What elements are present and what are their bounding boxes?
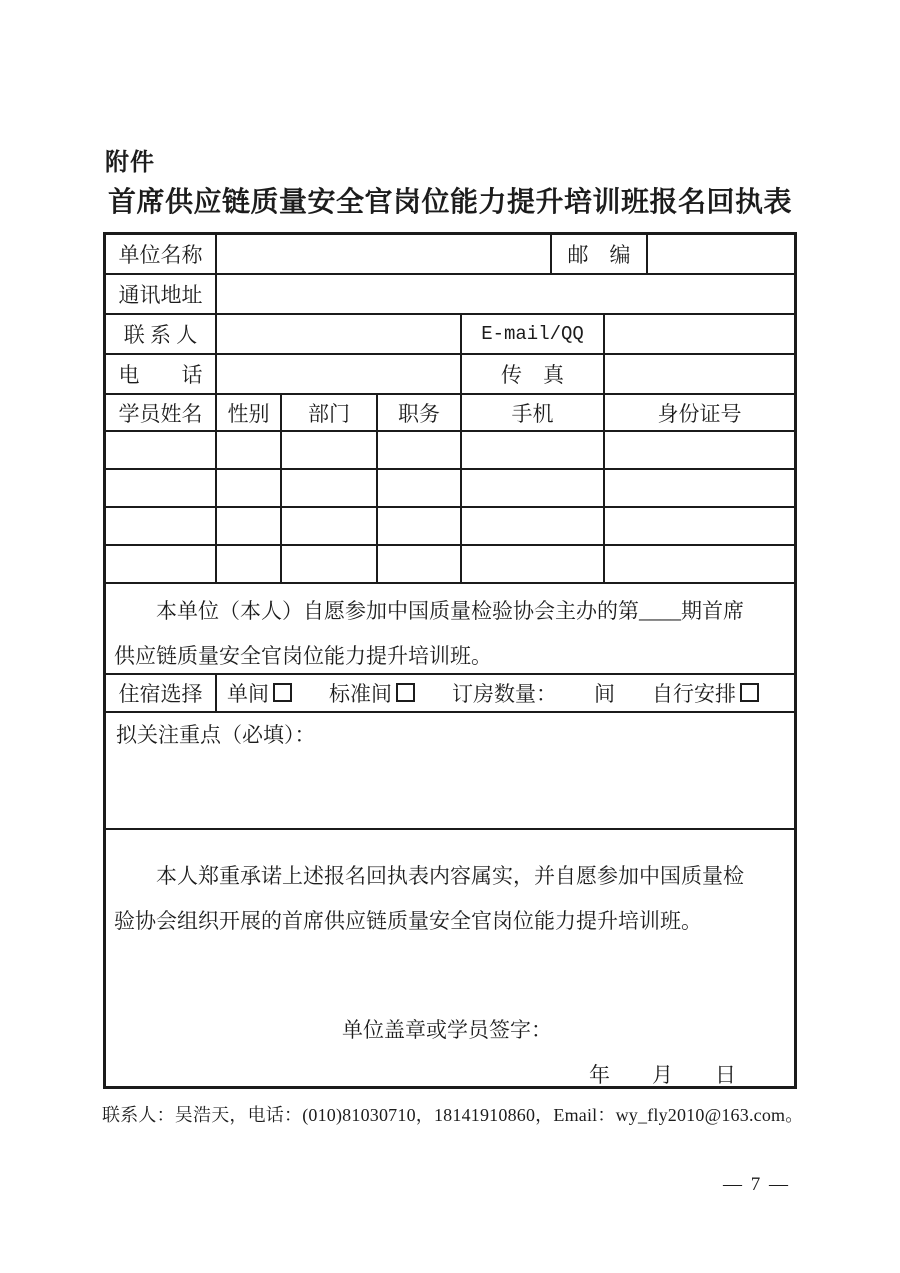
phone-label: 电 话 (106, 355, 217, 393)
student-cell[interactable] (605, 546, 794, 582)
student-cell[interactable] (282, 508, 378, 544)
row-focus (106, 713, 794, 830)
date-line: 年 月 日 (589, 1063, 736, 1087)
room-quantity-label: 订房数量： (452, 682, 557, 706)
student-cell[interactable] (106, 470, 217, 506)
student-table-header-row (106, 395, 794, 432)
pledge-signature-cell (106, 830, 794, 1091)
student-empty-row (106, 470, 794, 508)
page-number: — 7 — (723, 1174, 790, 1195)
student-empty-row (106, 432, 794, 470)
registration-form-table (103, 232, 797, 1089)
single-room-label: 单间 (227, 682, 269, 706)
attachment-label: 附件 (105, 150, 155, 176)
student-cell[interactable] (217, 508, 282, 544)
id-number-header: 身份证号 (657, 401, 742, 426)
participation-statement-line: 供应链质量安全官岗位能力提升培训班。 (114, 644, 492, 668)
row-phone (106, 355, 794, 395)
row-address (106, 275, 794, 315)
department-header: 部门 (282, 395, 378, 430)
student-empty-row (106, 546, 794, 584)
standard-room-checkbox[interactable] (396, 683, 415, 702)
address-label: 通讯地址 (106, 275, 217, 313)
email-qq-input-cell[interactable] (605, 315, 794, 353)
postal-code-label: 邮 编 (552, 235, 648, 273)
self-arrange-label: 自行安排 (652, 682, 736, 706)
student-empty-row (106, 508, 794, 546)
signature-label: 单位盖章或学员签字： (342, 1018, 552, 1042)
student-cell[interactable] (378, 432, 462, 468)
page-title: 首席供应链质量安全官岗位能力提升培训班报名回执表 (107, 187, 792, 218)
student-cell[interactable] (378, 470, 462, 506)
participation-statement-line: 本单位（本人）自愿参加中国质量检验协会主办的第____期首席 (156, 599, 744, 623)
room-quantity-unit-label: 间 (594, 682, 615, 706)
fax-label: 传 真 (462, 355, 605, 393)
mobile-header: 手机 (462, 395, 605, 430)
row-pledge-signature (106, 830, 794, 1091)
pledge-line: 验协会组织开展的首席供应链质量安全官岗位能力提升培训班。 (114, 909, 702, 933)
student-cell[interactable] (605, 470, 794, 506)
student-cell[interactable] (106, 432, 217, 468)
postal-code-input-cell[interactable] (648, 235, 794, 273)
row-contact-person (106, 315, 794, 355)
standard-room-label: 标准间 (329, 682, 392, 706)
contact-person-label: 联 系 人 (106, 315, 217, 353)
student-cell[interactable] (217, 432, 282, 468)
student-cell[interactable] (462, 508, 605, 544)
accommodation-options (217, 675, 794, 711)
student-cell[interactable] (462, 470, 605, 506)
student-cell[interactable] (462, 546, 605, 582)
pledge-line: 本人郑重承诺上述报名回执表内容属实，并自愿参加中国质量检 (156, 864, 744, 888)
single-room-option (227, 678, 292, 708)
row-unit-name (106, 235, 794, 275)
student-cell[interactable] (282, 432, 378, 468)
row-accommodation (106, 675, 794, 713)
student-name-header: 学员姓名 (106, 395, 217, 430)
student-cell[interactable] (282, 546, 378, 582)
phone-input-cell[interactable] (217, 355, 462, 393)
gender-header: 性别 (217, 395, 282, 430)
contact-person-input-cell[interactable] (217, 315, 462, 353)
student-cell[interactable] (106, 508, 217, 544)
fax-input-cell[interactable] (605, 355, 794, 393)
participation-statement (106, 584, 794, 675)
focus-label: 拟关注重点（必填）： (116, 723, 316, 747)
student-cell[interactable] (605, 432, 794, 468)
unit-name-label: 单位名称 (106, 235, 217, 273)
focus-notes-cell[interactable] (106, 713, 794, 828)
student-cell[interactable] (106, 546, 217, 582)
self-arrange-checkbox[interactable] (740, 683, 759, 702)
student-cell[interactable] (378, 546, 462, 582)
student-cell[interactable] (282, 470, 378, 506)
student-cell[interactable] (378, 508, 462, 544)
self-arrange-option (652, 678, 759, 708)
student-cell[interactable] (217, 470, 282, 506)
accommodation-label: 住宿选择 (106, 675, 217, 711)
position-header: 职务 (378, 395, 462, 430)
student-cell[interactable] (217, 546, 282, 582)
standard-room-option (329, 678, 415, 708)
email-qq-label: E-mail/QQ (462, 315, 605, 353)
footer-contact-info: 联系人：吴浩天，电话：(010)81030710，18141910860，Email：wy_fly2010@163.com。 (102, 1105, 804, 1125)
student-cell[interactable] (462, 432, 605, 468)
student-cell[interactable] (605, 508, 794, 544)
address-input-cell[interactable] (217, 275, 794, 313)
unit-name-input-cell[interactable] (217, 235, 552, 273)
single-room-checkbox[interactable] (273, 683, 292, 702)
